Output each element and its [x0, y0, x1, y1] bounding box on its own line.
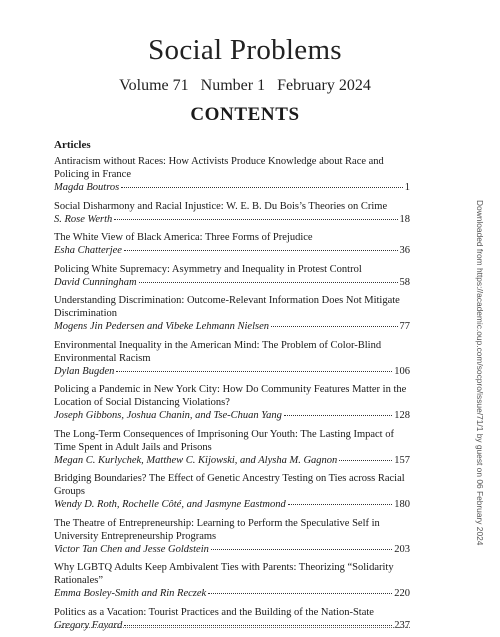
article-title: The Long-Term Consequences of Imprisoning Our Youth: The Lasting Impact of Time Spent in Adult Jails and Prisons [54, 428, 394, 453]
article-authors: Wendy D. Roth, Rochelle Côté, and Jasmyne Eastmond [54, 499, 286, 510]
article-authors: Magda Boutros [54, 182, 120, 193]
dot-leader [139, 282, 398, 283]
section-heading-articles: Articles [54, 139, 91, 151]
toc-entry[interactable] [54, 561, 410, 600]
page-number: 237 [394, 619, 410, 631]
article-title: Policing White Supremacy: Asymmetry and Inequality in Protest Control [54, 263, 362, 275]
page-number: 203 [394, 543, 410, 555]
toc-entry[interactable] [54, 383, 410, 422]
volume-label: Volume 71 [119, 77, 189, 94]
page-number: 58 [399, 276, 410, 288]
toc-entry[interactable] [54, 339, 410, 378]
toc-entry[interactable] [54, 428, 410, 467]
dot-leader [288, 504, 393, 505]
article-title: The Theatre of Entrepreneurship: Learning to Perform the Speculative Self in University Entrepreneurship Programs [54, 517, 380, 542]
article-authors: Gregory Fayard [54, 619, 123, 631]
article-title: Environmental Inequality in the American Mind: The Problem of Color-Blind Environmental Racism [54, 339, 382, 364]
page-number: 18 [399, 213, 410, 225]
dot-leader [339, 460, 392, 461]
page-number: 220 [394, 588, 410, 599]
dot-leader [208, 593, 392, 594]
toc-entry[interactable] [54, 294, 410, 333]
dot-leader [121, 187, 403, 188]
issue-info [0, 77, 490, 95]
number-label: Number 1 [200, 77, 266, 94]
author-page-line [54, 181, 410, 194]
article-authors: S. Rose Werth [54, 213, 113, 225]
article-title: Why LGBTQ Adults Keep Ambivalent Ties with Parents: Theorizing “Solidarity Rationales” [54, 562, 394, 586]
page-number: 180 [394, 499, 410, 510]
author-page-line [54, 454, 410, 467]
article-authors: Megan C. Kurlychek, Matthew C. Kijowski, and Alysha M. Gagnon [54, 454, 338, 466]
toc-entry[interactable] [54, 472, 410, 511]
toc-entry[interactable] [54, 155, 410, 194]
article-authors: Mogens Jin Pedersen and Vibeke Lehmann Nielsen [54, 321, 269, 332]
download-watermark [475, 200, 489, 600]
toc-entry[interactable] [54, 231, 410, 257]
author-page-line [54, 276, 410, 289]
author-page-line [54, 409, 410, 422]
bottom-dotted-rule [54, 627, 410, 628]
journal-title: Social Problems [148, 34, 342, 66]
article-title: Bridging Boundaries? The Effect of Genetic Ancestry Testing on Ties across Racial Groups [54, 473, 405, 497]
author-page-line [54, 244, 410, 257]
author-page-line [54, 498, 410, 511]
article-title: Understanding Discrimination: Outcome-Relevant Information Does Not Mitigate Discrimination [54, 295, 400, 319]
page-number: 128 [394, 410, 410, 421]
page-number: 106 [394, 365, 410, 377]
article-authors: David Cunningham [54, 276, 137, 288]
article-authors: Emma Bosley-Smith and Rin Reczek [54, 588, 207, 599]
dot-leader [114, 219, 397, 220]
article-title: Policing a Pandemic in New York City: How Do Community Features Matter in the Location of Social Distancing Violations? [54, 384, 407, 408]
page-number: 36 [399, 245, 410, 256]
page-number: 157 [394, 454, 410, 466]
article-title: The White View of Black America: Three Forms of Prejudice [54, 232, 313, 243]
article-title: Antiracism without Races: How Activists Produce Knowledge about Race and Policing in France [54, 156, 384, 180]
article-authors: Joseph Gibbons, Joshua Chanin, and Tse-Chuan Yang [54, 410, 282, 421]
table-of-contents [54, 155, 410, 637]
author-page-line [54, 543, 410, 556]
page-number: 77 [399, 321, 410, 332]
watermark-text: Downloaded from https://academic.oup.com/socpro/issue/71/1 by guest on 06 February 2024 [475, 200, 485, 546]
dot-leader [271, 326, 398, 327]
toc-entry[interactable] [54, 517, 410, 556]
article-authors: Esha Chatterjee [54, 245, 122, 256]
dot-leader [211, 549, 392, 550]
toc-entry[interactable] [54, 200, 410, 226]
dot-leader [124, 250, 398, 251]
article-title: Politics as a Vacation: Tourist Practices and the Building of the Nation-State [54, 606, 374, 618]
issue-date: February 2024 [277, 77, 371, 94]
contents-heading: CONTENTS [190, 104, 300, 125]
author-page-line [54, 587, 410, 600]
dot-leader [124, 625, 392, 626]
author-page-line [54, 213, 410, 226]
toc-entry[interactable] [54, 263, 410, 289]
author-page-line [54, 365, 410, 378]
article-authors: Dylan Bugden [54, 365, 115, 377]
article-title: Social Disharmony and Racial Injustice: W. E. B. Du Bois’s Theories on Crime [54, 200, 388, 212]
author-page-line [54, 320, 410, 333]
page-number: 1 [404, 182, 410, 193]
dot-leader [116, 371, 392, 372]
article-authors: Victor Tan Chen and Jesse Goldstein [54, 543, 209, 555]
dot-leader [284, 415, 392, 416]
